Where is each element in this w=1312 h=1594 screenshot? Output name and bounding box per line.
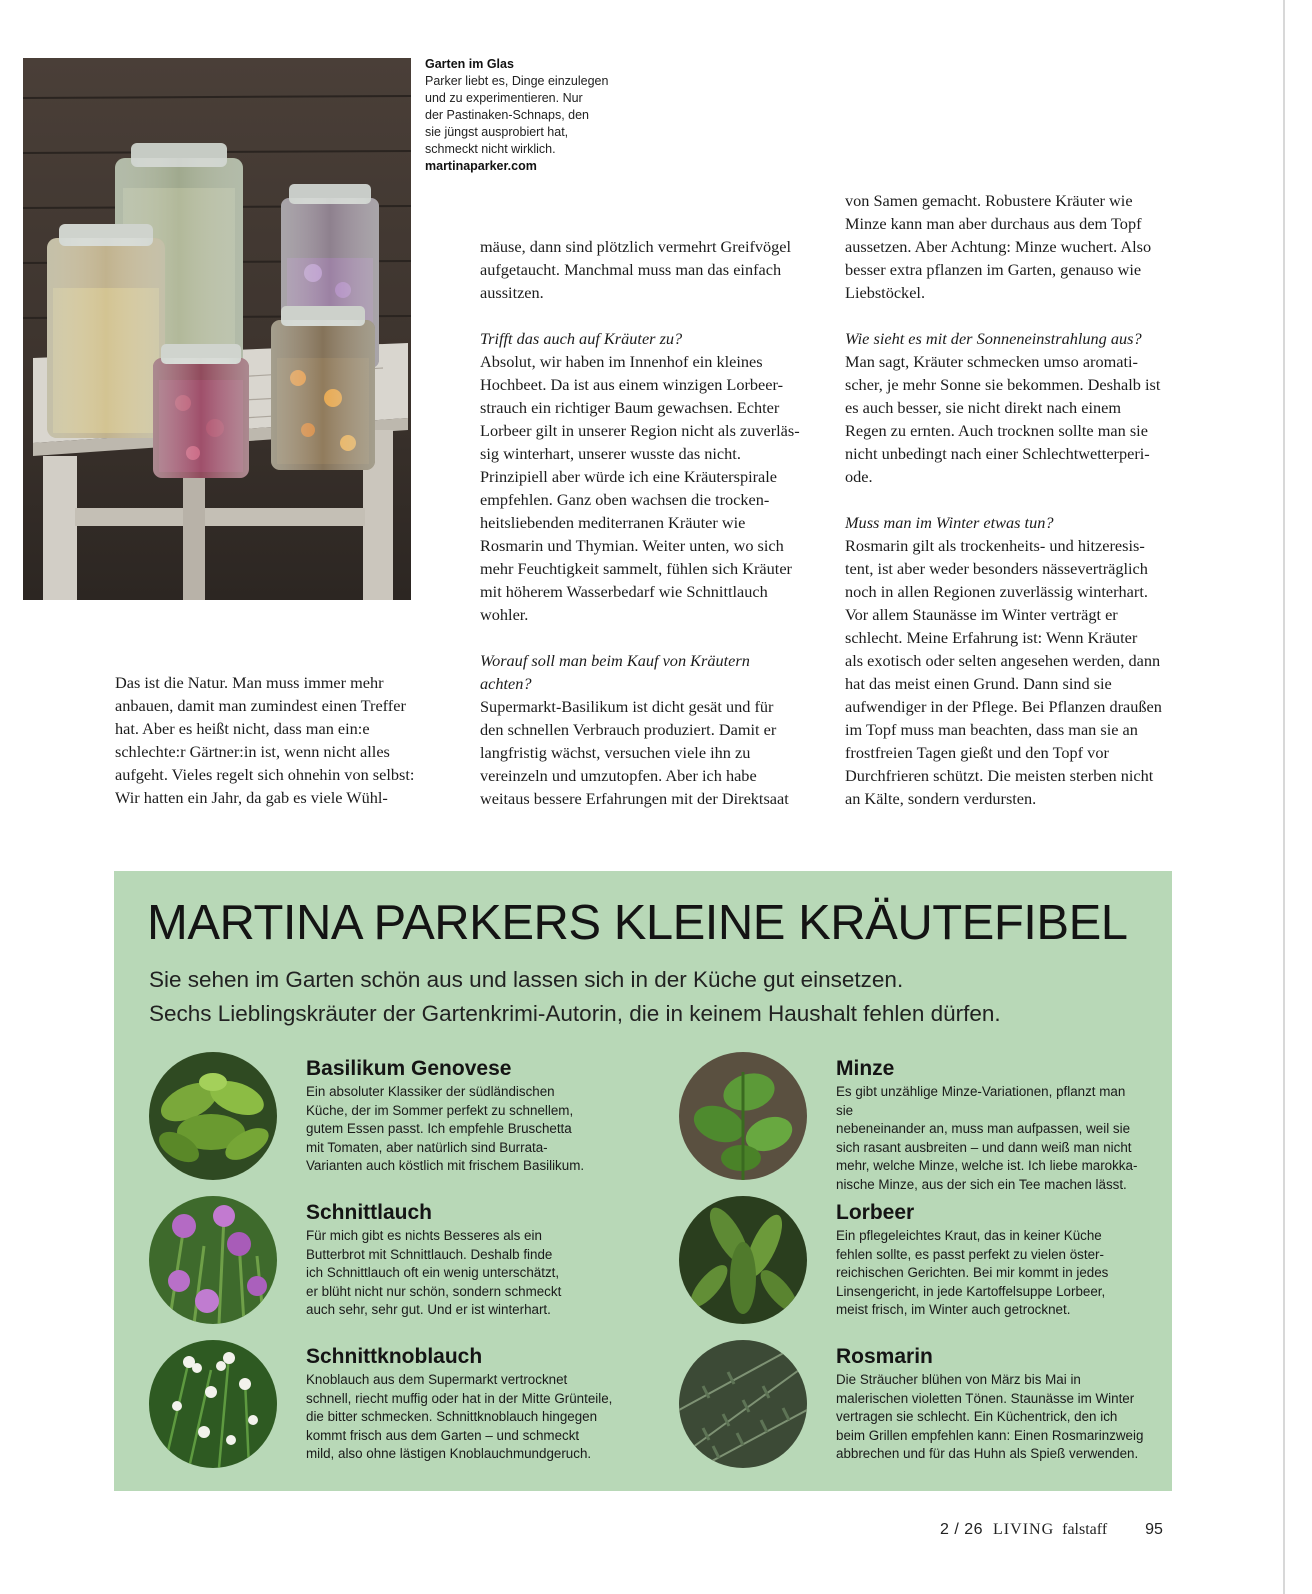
body-line: nicht unbedingt nach einer Schlechtwetterperi-: [845, 444, 1150, 463]
herb-rosmarin: [644, 1340, 1164, 1480]
herb-description: [836, 1083, 1146, 1194]
body-line: empfehlen. Ganz oben wachsen die trocken-: [480, 490, 770, 509]
herb-desc-line: mit Tomaten, aber natürlich sind Burrata-: [306, 1139, 548, 1155]
body-line: ode.: [845, 467, 873, 486]
body-line: sig winterhart, unserer wusste das nicht.: [480, 444, 741, 463]
herb-desc-line: sich rasant ausbreiten – und dann weiß man nicht: [836, 1139, 1132, 1155]
herb-desc-line: die bitter schmecken. Schnittknoblauch hingegen: [306, 1409, 598, 1424]
herb-description: [836, 1227, 1146, 1320]
herb-schnittlauch: [114, 1196, 634, 1336]
page-edge: [1283, 0, 1285, 1594]
body-line: aufgeht. Vieles regelt sich ohnehin von selbst:: [115, 765, 415, 784]
herb-desc-line: reichischen Gerichten. Bei mir kommt in jedes: [836, 1265, 1109, 1280]
body-line: es auch besser, sie nicht direkt nach einem: [845, 398, 1122, 417]
herb-desc-line: mehr, welche Minze, welche ist. Ich liebe marokka-: [836, 1158, 1138, 1173]
herb-desc-line: schnell, riecht muffig oder hat in der Mitte Grünteile,: [306, 1390, 613, 1406]
herb-name: Minze: [836, 1057, 895, 1080]
body-line: aufgetaucht. Manchmal muss man das einfach: [480, 260, 782, 279]
herb-desc-line: auch sehr, sehr gut. Und er ist winterhart.: [306, 1302, 551, 1317]
body-line: Rosmarin und Thymian. Weiter unten, wo sich: [480, 536, 784, 555]
body-line: Liebstöckel.: [845, 283, 926, 302]
caption-line: der Pastinaken-Schnaps, den: [425, 108, 589, 122]
body-line: noch in allen Regionen zuverlässig winterhart.: [845, 582, 1148, 601]
caption-line: sie jüngst ausprobiert hat,: [425, 125, 569, 139]
body-line: wohler.: [480, 605, 529, 624]
body-line: schlecht. Meine Erfahrung ist: Wenn Kräuter: [845, 628, 1138, 647]
body-line: mehr Feuchtigkeit sammelt, fühlen sich Kräuter: [480, 559, 792, 578]
herb-desc-line: Linsengericht, in jede Kartoffelsuppe Lorbeer,: [836, 1283, 1106, 1299]
article-column-3: [845, 189, 1190, 810]
garlic-chives-photo: [149, 1340, 277, 1468]
article-column-2: [480, 235, 825, 810]
herb-guide-box: [114, 871, 1172, 1491]
caption-line: Parker liebt es, Dinge einzulegen: [425, 74, 609, 88]
herb-desc-line: er blüht nicht nur schön, sondern schmeckt: [306, 1283, 562, 1299]
herb-description: [306, 1371, 616, 1464]
body-line: aufwendiger in der Pflege. Bei Pflanzen draußen: [845, 697, 1162, 716]
herb-desc-line: nische Minze, aus der sich ein Tee machen lässt.: [836, 1176, 1127, 1192]
body-line: vereinzeln und umzutopfen. Aber ich habe: [480, 766, 757, 785]
herb-name: Rosmarin: [836, 1345, 933, 1368]
body-line: an Kälte, sondern verdursten.: [845, 789, 1037, 808]
herb-desc-line: ich Schnittlauch oft ein wenig unterschätzt,: [306, 1265, 560, 1280]
basil-photo: [149, 1052, 277, 1180]
herb-desc-line: Ein pflegeleichtes Kraut, das in keiner Küche: [836, 1228, 1102, 1243]
body-line: hat das meist einen Grund. Dann sind sie: [845, 674, 1112, 693]
interview-question: Worauf soll man beim Kauf von Kräutern: [480, 651, 750, 670]
body-line: hat. Aber es heißt nicht, dass man ein:e: [115, 719, 370, 738]
body-line: anbauen, damit man zumindest einen Treffer: [115, 696, 406, 715]
herb-name: Schnittlauch: [306, 1201, 433, 1224]
herb-guide-intro: [149, 963, 1159, 1031]
interview-question: achten?: [480, 674, 532, 693]
body-line: im Topf muss man beachten, dass man sie an: [845, 720, 1138, 739]
body-line: Rosmarin gilt als trockenheits- und hitzeresis-: [845, 536, 1145, 555]
herb-desc-line: Die Sträucher blühen von März bis Mai in: [836, 1372, 1081, 1387]
herb-desc-line: gutem Essen passt. Ich empfehle Bruschetta: [306, 1121, 572, 1136]
herb-name: Lorbeer: [836, 1201, 915, 1224]
body-line: aussitzen.: [480, 283, 544, 302]
herb-desc-line: Für mich gibt es nichts Besseres als ein: [306, 1228, 542, 1243]
herb-desc-line: malerischen violetten Tönen. Staunässe im Winter: [836, 1390, 1135, 1406]
rosemary-photo: [679, 1340, 807, 1468]
herb-jars-photo: [23, 58, 411, 600]
caption-title: Garten im Glas: [425, 57, 514, 71]
interview-question: Wie sieht es mit der Sonneneinstrahlung aus?: [845, 329, 1142, 348]
caption-line: und zu experimentieren. Nur: [425, 91, 583, 105]
herb-desc-line: meist frisch, im Winter auch getrocknet.: [836, 1302, 1071, 1317]
issue-number: 2 / 26: [940, 1521, 984, 1538]
herb-desc-line: Ein absoluter Klassiker der südländischen: [306, 1084, 555, 1099]
herb-desc-line: Knoblauch aus dem Supermarkt vertrocknet: [306, 1372, 568, 1387]
herb-desc-line: mild, also ohne lästigen Knoblauchmundgeruch.: [306, 1446, 592, 1461]
herb-desc-line: Varianten auch köstlich mit frischem Basilikum.: [306, 1158, 585, 1173]
herb-description: [836, 1371, 1146, 1464]
body-line: mit höherem Wasserbedarf wie Schnittlauch: [480, 582, 768, 601]
body-line: von Samen gemacht. Robustere Kräuter wie: [845, 191, 1133, 210]
herb-desc-line: kommt frisch aus dem Garten – und schmeckt: [306, 1427, 580, 1443]
body-line: tent, ist aber weder besonders nässeverträglich: [845, 559, 1148, 578]
herb-desc-line: Küche, der im Sommer perfekt zu schnellem,: [306, 1102, 574, 1118]
herb-desc-line: Butterbrot mit Schnittlauch. Deshalb finde: [306, 1246, 553, 1262]
mint-photo: [679, 1052, 807, 1180]
herb-description: [306, 1083, 616, 1176]
magazine-brand: falstaff: [1062, 1521, 1108, 1538]
body-line: frostfreien Tagen gießt und den Topf vor: [845, 743, 1109, 762]
body-line: als exotisch oder selten angesehen werden, dann: [845, 651, 1161, 670]
herb-lorbeer: [644, 1196, 1164, 1336]
body-line: den schnellen Verbrauch produziert. Damit er: [480, 720, 777, 739]
body-line: Vor allem Staunässe im Winter verträgt er: [845, 605, 1118, 624]
body-line: aussetzen. Aber Achtung: Minze wuchert. Also: [845, 237, 1152, 256]
body-line: Lorbeer gilt in unserer Region nicht als zuverläs-: [480, 421, 800, 440]
bay-leaf-photo: [679, 1196, 807, 1324]
body-line: Man sagt, Kräuter schmecken umso aromati-: [845, 352, 1138, 371]
caption-url: martinaparker.com: [425, 159, 537, 173]
body-line: Prinzipiell aber würde ich eine Kräuterspirale: [480, 467, 778, 486]
body-line: mäuse, dann sind plötzlich vermehrt Greifvögel: [480, 237, 792, 256]
herb-guide-title: MARTINA PARKERS KLEINE KRÄUTEFIBEL: [147, 896, 1128, 950]
herb-desc-line: fehlen sollte, es passt perfekt zu vielen öster-: [836, 1246, 1104, 1262]
page-footer: [940, 1521, 1163, 1539]
body-line: scher, je mehr Sonne sie bekommen. Deshalb ist: [845, 375, 1161, 394]
page-number: 95: [1145, 1521, 1163, 1538]
intro-line: Sie sehen im Garten schön aus und lassen sich in der Küche gut einsetzen.: [149, 967, 904, 992]
herb-name: Basilikum Genovese: [306, 1057, 512, 1080]
body-line: weitaus bessere Erfahrungen mit der Direktsaat: [480, 789, 789, 808]
body-line: Das ist die Natur. Man muss immer mehr: [115, 673, 384, 692]
body-line: Minze kann man aber durchaus aus dem Topf: [845, 214, 1142, 233]
interview-question: Muss man im Winter etwas tun?: [845, 513, 1054, 532]
interview-question: Trifft das auch auf Kräuter zu?: [480, 329, 683, 348]
body-line: besser extra pflanzen im Garten, genauso wie: [845, 260, 1142, 279]
intro-line: Sechs Lieblingskräuter der Gartenkrimi-Autorin, die in keinem Haushalt fehlen dürfen.: [149, 1001, 1001, 1026]
photo-caption: [425, 56, 640, 175]
herb-description: [306, 1227, 616, 1320]
body-line: Wir hatten ein Jahr, da gab es viele Wühl-: [115, 788, 388, 807]
caption-line: schmeckt nicht wirklich.: [425, 142, 556, 156]
body-line: strauch ein richtiger Baum gewachsen. Echter: [480, 398, 780, 417]
herb-desc-line: Es gibt unzählige Minze-Variationen, pflanzt man sie: [836, 1084, 1126, 1118]
body-line: Regen zu ernten. Auch trocknen sollte man sie: [845, 421, 1148, 440]
body-line: langfristig wächst, versuchen viele ihn zu: [480, 743, 751, 762]
body-line: schlechte:r Gärtner:in ist, wenn nicht alles: [115, 742, 390, 761]
body-line: Absolut, wir haben im Innenhof ein kleines: [480, 352, 763, 371]
herb-desc-line: beim Grillen empfehlen kann: Einen Rosmarinzweig: [836, 1427, 1144, 1443]
body-line: heitsliebenden mediterranen Kräuter wie: [480, 513, 746, 532]
body-line: Hochbeet. Da ist aus einem winzigen Lorbeer-: [480, 375, 784, 394]
herb-schnittknoblauch: [114, 1340, 634, 1480]
herb-desc-line: vertragen sie schlecht. Ein Küchentrick, den ich: [836, 1409, 1118, 1424]
body-line: Supermarkt-Basilikum ist dicht gesät und für: [480, 697, 774, 716]
herb-basilikum: [114, 1052, 634, 1192]
body-line: Durchfrieren schützt. Die meisten sterben nicht: [845, 766, 1154, 785]
herb-name: Schnittknoblauch: [306, 1345, 483, 1368]
article-column-1: [115, 671, 435, 809]
herb-desc-line: abbrechen und für das Huhn als Spieß verwenden.: [836, 1446, 1139, 1461]
chives-photo: [149, 1196, 277, 1324]
herb-desc-line: nebeneinander an, muss man aufpassen, weil sie: [836, 1121, 1131, 1136]
magazine-name: LIVING: [993, 1521, 1055, 1538]
herb-minze: [644, 1052, 1164, 1192]
